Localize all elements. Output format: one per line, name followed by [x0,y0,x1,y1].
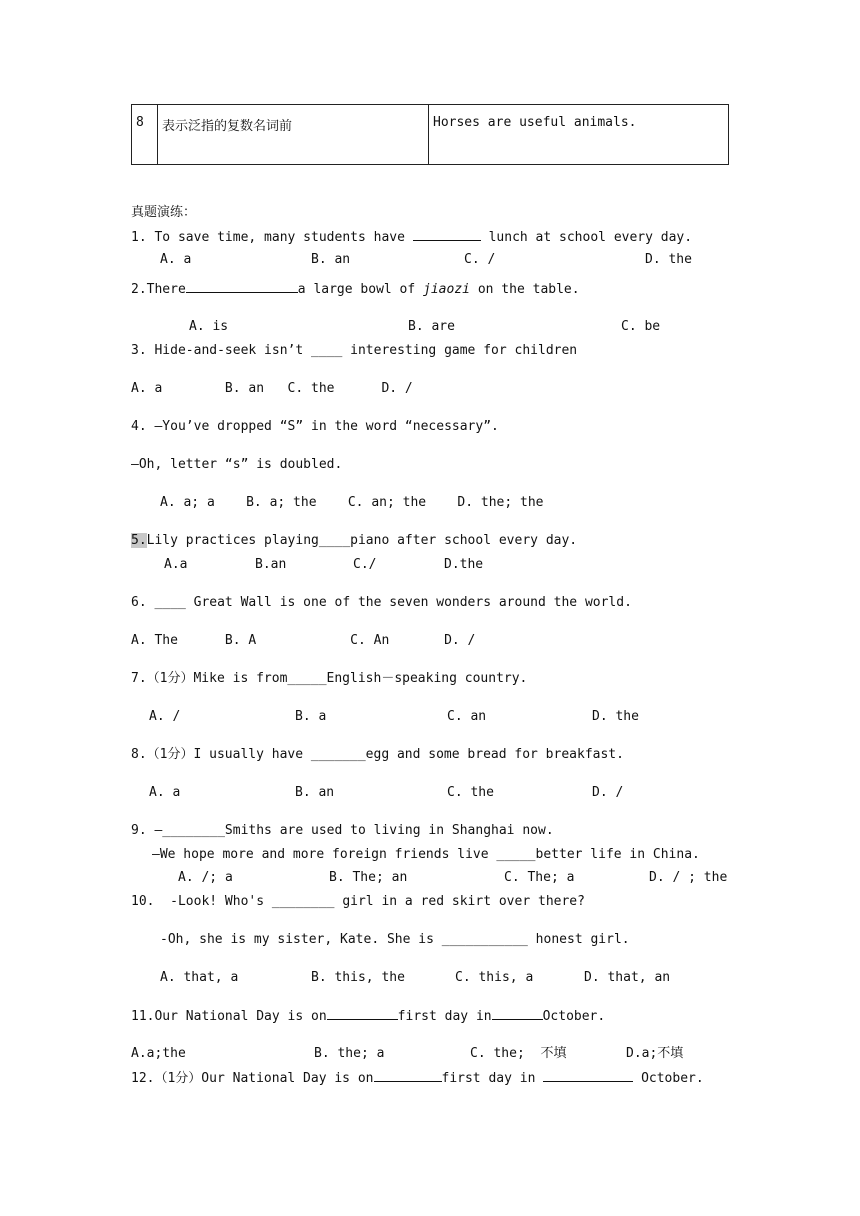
q10-reply: -Oh, she is my sister, Kate. She is ___________ honest girl. [160,932,630,947]
q7-option-d: D. the [592,709,639,724]
q5-option-c: C./ [353,557,377,572]
q5-option-d: D.the [444,557,484,572]
question-8: 8.（1分）I usually have _______egg and some bread for breakfast. [131,747,624,762]
q4-options: A. a; a B. a; the C. an; the D. the; the [160,495,544,510]
q8-option-a: A. a [149,785,181,800]
question-1: 1. To save time, many students have lunch at school every day. [131,230,693,245]
q1-option-b: B. an [311,252,351,267]
q11-option-b: B. the; a [314,1046,385,1061]
q9-option-c: C. The; a [504,870,575,885]
section-title: 真题演练： [131,205,197,220]
q6-options: A. The B. A C. An D. / [131,633,476,648]
q11-option-c: C. the; 不填 [470,1046,567,1061]
usage-table [131,104,729,165]
q9-option-a: A. /; a [178,870,233,885]
question-12: 12.（1分）Our National Day is on first day in October. [131,1071,704,1086]
question-7: 7.（1分）Mike is from_____English－speaking country. [131,671,528,686]
question-2: 2.There a large bowl of jiaozi on the table. [131,282,580,297]
usage-cell: 表示泛指的复数名词前 [158,105,429,165]
q8-option-b: B. an [295,785,335,800]
q1-option-c: C. / [464,252,496,267]
q11-option-a: A.a;the [131,1046,186,1061]
example-cell: Horses are useful animals. [429,105,729,165]
row-number: 8 [132,105,158,165]
q10-option-d: D. that, an [584,970,671,985]
q9-option-d: D. / ; the [649,870,728,885]
q9-option-b: B. The; an [329,870,408,885]
q7-option-b: B. a [295,709,327,724]
question-4: 4. —You’ve dropped “S” in the word “necessary”. [131,419,499,434]
question-11: 11.Our National Day is on first day in October. [131,1009,606,1024]
question-10: 10. -Look! Who's ________ girl in a red skirt over there? [131,894,585,909]
table-row [132,105,729,165]
q5-option-a: A.a [164,557,188,572]
question-3: 3. Hide-and-seek isn’t ____ interesting game for children [131,343,578,358]
q2-option-c: C. be [621,319,661,334]
q9-reply: —We hope more and more foreign friends live _____better life in China. [152,847,700,862]
q2-option-a: A. is [189,319,229,334]
question-6: 6. ____ Great Wall is one of the seven wonders around the world. [131,595,632,610]
q5-option-b: B.an [255,557,287,572]
q8-option-d: D. / [592,785,624,800]
q10-option-c: C. this, a [455,970,534,985]
question-9: 9. —________Smiths are used to living in Shanghai now. [131,823,554,838]
question-5: 5.Lily practices playing____piano after school every day. [131,533,578,548]
q10-option-b: B. this, the [311,970,405,985]
q10-option-a: A. that, a [160,970,239,985]
q1-option-d: D. the [645,252,692,267]
q11-option-d: D.a;不填 [626,1046,684,1061]
q1-option-a: A. a [160,252,192,267]
q4-reply: —Oh, letter “s” is doubled. [131,457,343,472]
q8-option-c: C. the [447,785,494,800]
q3-options: A. a B. an C. the D. / [131,381,413,396]
q2-option-b: B. are [408,319,455,334]
q7-option-a: A. / [149,709,181,724]
q7-option-c: C. an [447,709,487,724]
